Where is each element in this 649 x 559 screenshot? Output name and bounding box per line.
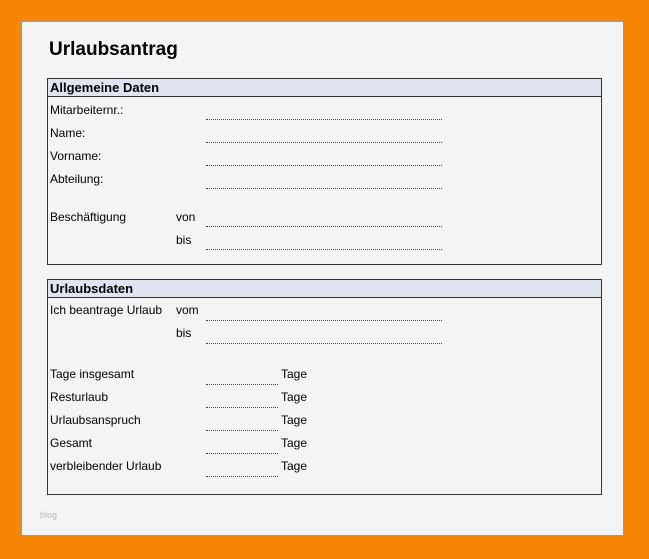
vacation-request-form [21,21,624,536]
employment-from-field[interactable] [206,226,442,227]
total-label: Gesamt [50,436,93,450]
remaining-leave-label: Resturlaub [50,390,109,404]
first-name-label: Vorname: [50,149,102,163]
total-field[interactable] [206,453,278,454]
employment-to-field[interactable] [206,249,442,250]
form-title: Urlaubsantrag [49,39,178,60]
vacation-request-label: Ich beantrage Urlaub [50,303,163,317]
vacation-data-header: Urlaubsdaten [48,280,601,298]
total-days-label: Tage insgesamt [50,367,135,381]
general-data-section [47,78,602,265]
remaining-leave-unit: Tage [281,390,308,404]
first-name-field[interactable] [206,165,442,166]
employee-no-field[interactable] [206,119,442,120]
entitlement-label: Urlaubsanspruch [50,413,141,427]
name-label: Name: [50,126,86,140]
vacation-to-label: bis [176,326,192,340]
employment-from-label: von [176,210,196,224]
vacation-to-field[interactable] [206,343,442,344]
employment-to-label: bis [176,233,192,247]
department-label: Abteilung: [50,172,104,186]
vacation-from-label: vom [176,303,199,317]
department-field[interactable] [206,188,442,189]
vacation-data-section [47,279,602,495]
leftover-leave-field[interactable] [206,476,278,477]
leftover-leave-unit: Tage [281,459,308,473]
watermark: blog [40,510,58,520]
employee-no-label: Mitarbeiternr.: [50,103,124,117]
entitlement-unit: Tage [281,413,308,427]
vacation-from-field[interactable] [206,320,442,321]
entitlement-field[interactable] [206,430,278,431]
total-days-field[interactable] [206,384,278,385]
remaining-leave-field[interactable] [206,407,278,408]
name-field[interactable] [206,142,442,143]
employment-label: Beschäftigung [50,210,127,224]
general-data-header: Allgemeine Daten [48,79,601,97]
total-unit: Tage [281,436,308,450]
total-days-unit: Tage [281,367,308,381]
leftover-leave-label: verbleibender Urlaub [50,459,162,473]
